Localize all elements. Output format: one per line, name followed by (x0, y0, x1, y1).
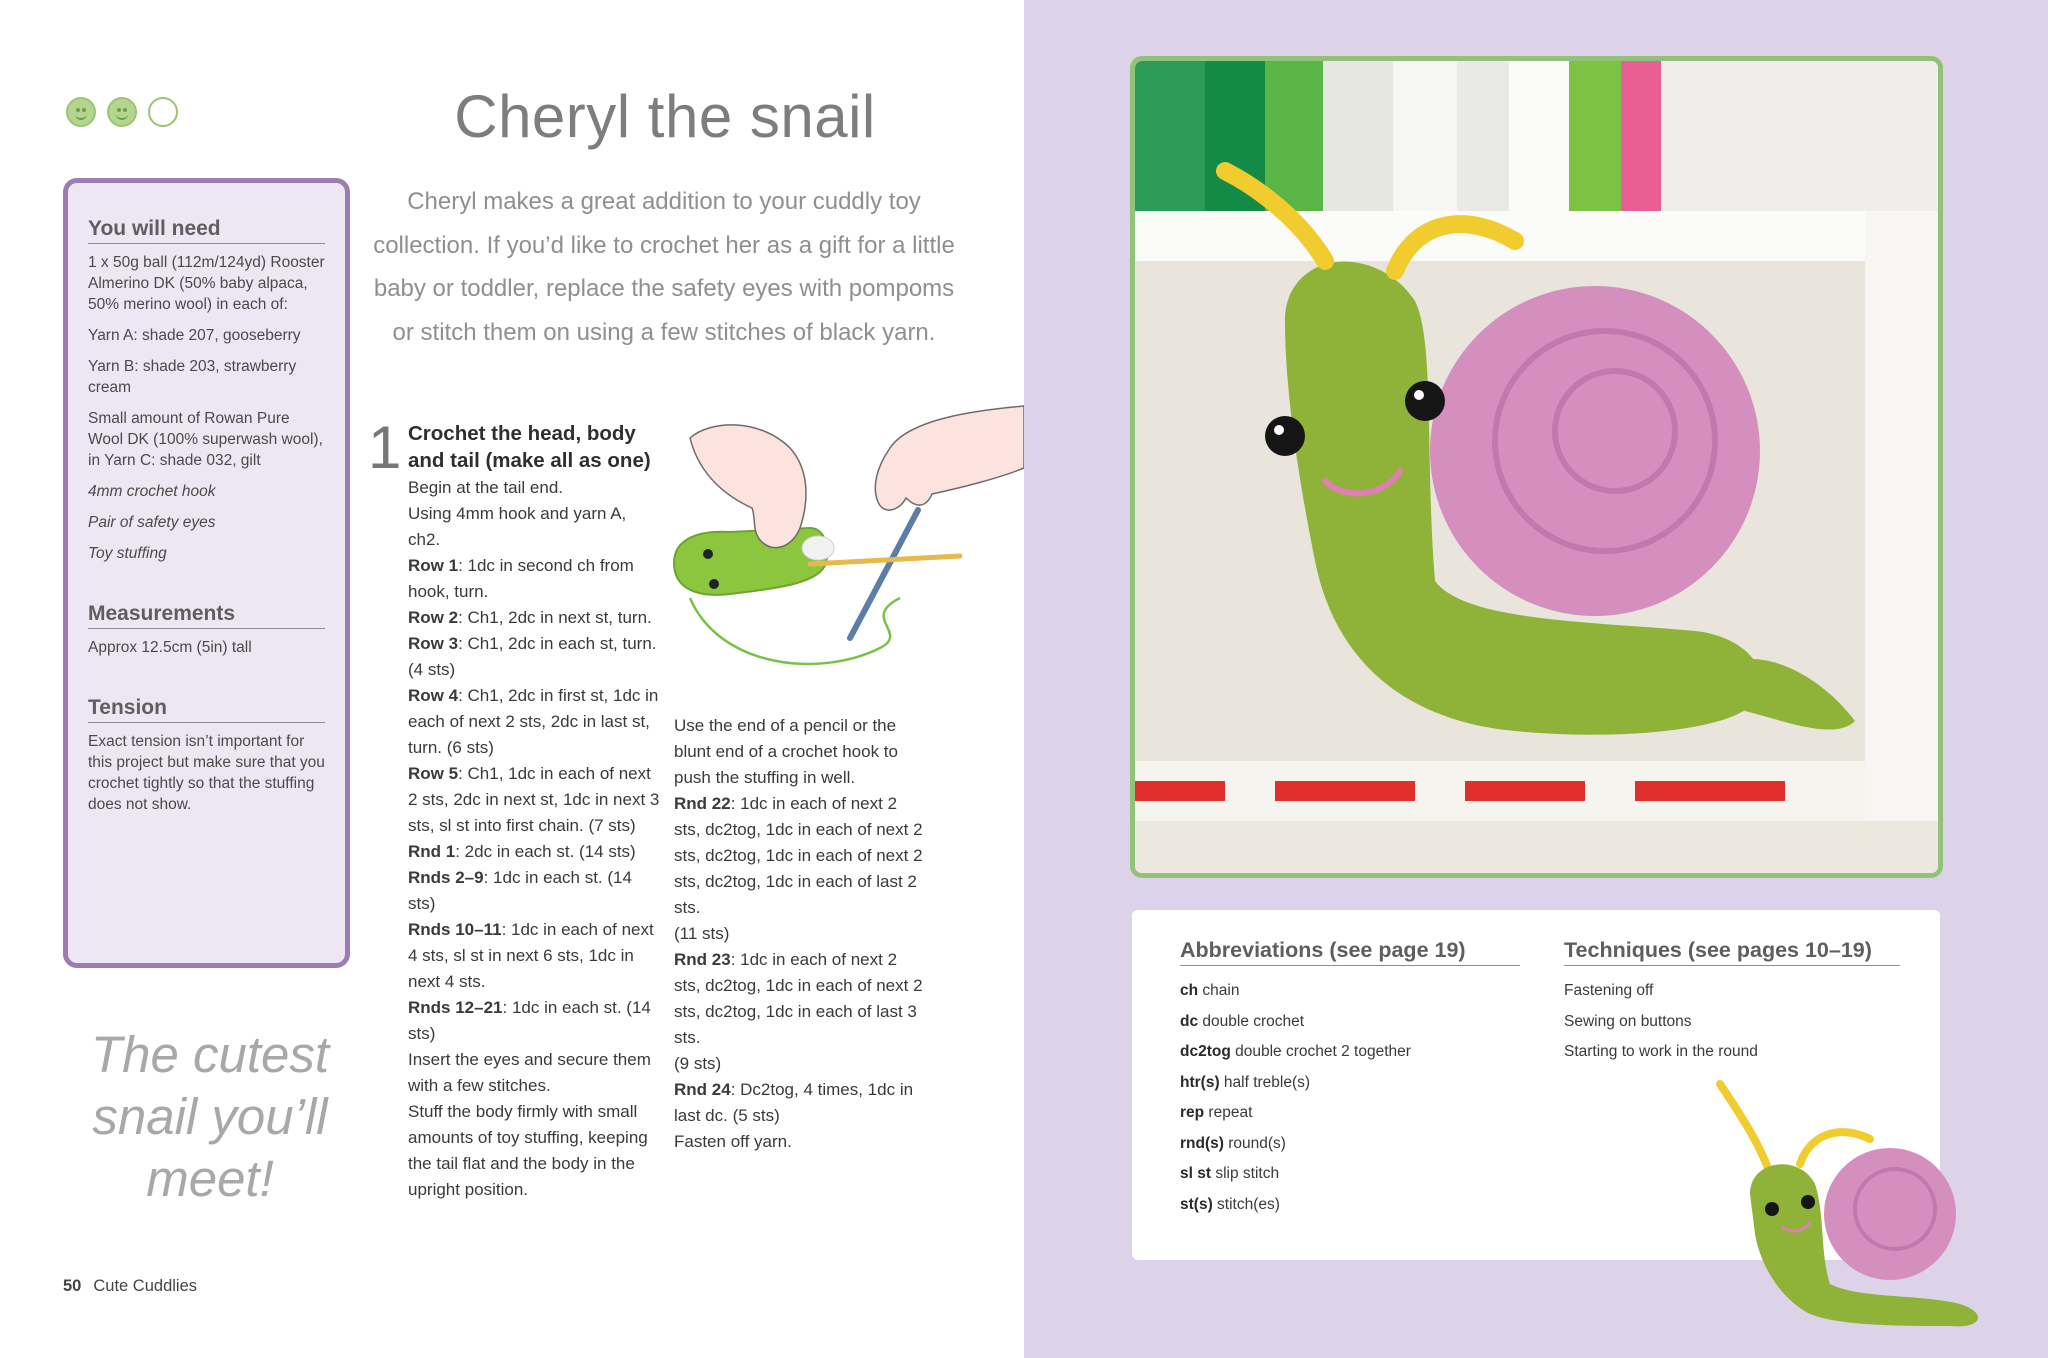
instruction-label: Row 2 (408, 608, 459, 627)
snail-eye (1265, 416, 1305, 456)
snail-photo (1130, 56, 1943, 878)
material-item: Small amount of Rowan Pure Wool DK (100% superwash wool), in Yarn C: shade 032, gilt (88, 410, 323, 469)
instruction-text: (11 sts) (674, 924, 730, 943)
mini-snail-image (1700, 1064, 2010, 1334)
smiley-empty-icon (148, 97, 178, 127)
step-heading: Crochet the head, body and tail (make all as one) (408, 422, 651, 472)
instruction-line (674, 1051, 926, 1077)
instructions-column-1 (408, 475, 660, 1203)
technique-item: Sewing on buttons (1564, 1012, 1692, 1030)
safety-eye-icon (709, 579, 719, 589)
abbreviation-item (1180, 976, 1520, 1007)
instruction-line (674, 947, 926, 1051)
abbreviation-item (1180, 1007, 1520, 1038)
instruction-line (408, 631, 660, 683)
instruction-text: round(s) (1223, 1134, 1286, 1152)
instruction-label: st(s) (1180, 1195, 1213, 1213)
abbreviations-heading: Abbreviations (see page 19) (1180, 938, 1520, 966)
instruction-label: Rnd 23 (674, 950, 731, 969)
instruction-text: slip stitch (1211, 1165, 1280, 1182)
abbreviation-item (1180, 1129, 1520, 1160)
crochet-body-piece (674, 528, 827, 595)
instruction-text: : Ch1, 1dc in each of next 2 sts, 2dc in next st, 1dc in next 3 sts, sl st into first chain. (7 sts) (408, 764, 660, 835)
instruction-label: dc2tog (1180, 1043, 1231, 1060)
instruction-text: : Ch1, 2dc in next st, turn. (458, 608, 652, 627)
section-name: Cute Cuddlies (93, 1277, 197, 1295)
instruction-text: : 1dc in each of next 4 sts, sl st in next 6 sts, 1dc in next 4 sts. (408, 920, 654, 991)
instruction-text: chain (1198, 982, 1240, 999)
instruction-line (408, 501, 660, 553)
step-number: 1 (368, 414, 402, 481)
instruction-label: Row 5 (408, 764, 459, 783)
instruction-text: Using 4mm hook and yarn A, ch2. (408, 504, 627, 549)
intro-paragraph: Cheryl makes a great addition to your cuddly toy collection. If you’d like to crochet her as a gift for a little baby or toddler, replace the safety eyes with pompoms or stitch them on using a few stitches of black yarn. (373, 188, 955, 346)
safety-eye-icon (703, 549, 713, 559)
instruction-line (408, 683, 660, 761)
instruction-text: repeat (1204, 1104, 1253, 1121)
instruction-line (674, 791, 926, 921)
instruction-label: Rnds 10–11 (408, 920, 502, 939)
instruction-label: Row 3 (408, 634, 459, 653)
material-item: 4mm crochet hook (88, 483, 216, 500)
instruction-text: Insert the eyes and secure them with a few stitches. (408, 1050, 651, 1095)
abbreviation-item (1180, 1190, 1520, 1221)
instruction-text: : 1dc in each st. (14 sts) (408, 868, 632, 913)
tagline: The cutest snail you’ll meet! (90, 1026, 330, 1207)
instruction-line (674, 1129, 926, 1155)
instructions-column-2 (674, 713, 926, 1155)
instruction-label: rnd(s) (1180, 1134, 1224, 1152)
instruction-line (408, 1099, 660, 1203)
instruction-line (674, 713, 926, 791)
technique-item: Fastening off (1564, 982, 1654, 999)
instruction-line (408, 917, 660, 995)
instruction-label: htr(s) (1180, 1073, 1220, 1091)
instruction-text: : 1dc in second ch from hook, turn. (408, 556, 634, 601)
techniques-column (1564, 938, 1900, 1068)
instruction-line (408, 995, 660, 1047)
page-footer (63, 1277, 197, 1296)
material-item: 1 x 50g ball (112m/124yd) Rooster Almerino DK (50% baby alpaca, 50% merino wool) in each of: (88, 254, 325, 313)
abbreviations-column (1180, 938, 1520, 1220)
instruction-line (408, 865, 660, 917)
stuffing-icon (802, 536, 834, 560)
hands-stuffing-illustration (660, 398, 1024, 678)
smiley-filled-icon (107, 97, 137, 127)
instruction-label: rep (1180, 1104, 1205, 1121)
materials-box (63, 178, 350, 968)
instruction-text: : Ch1, 2dc in first st, 1dc in each of next 2 sts, 2dc in last st, turn. (6 sts) (408, 686, 659, 757)
instruction-text: stitch(es) (1212, 1195, 1280, 1213)
instruction-text: Begin at the tail end. (408, 478, 564, 497)
abbreviation-item (1180, 1037, 1520, 1068)
instruction-line (408, 761, 660, 839)
instruction-label: Rnds 12–21 (408, 998, 503, 1017)
instruction-text: Use the end of a pencil or the blunt end of a crochet hook to push the stuffing in well. (674, 716, 898, 787)
instruction-text: Stuff the body firmly with small amounts of toy stuffing, keeping the tail flat and the body in the upright position. (408, 1102, 648, 1199)
abbreviation-item (1180, 1068, 1520, 1099)
instruction-line (408, 553, 660, 605)
instruction-text: : 2dc in each st. (14 sts) (455, 842, 636, 861)
material-item: Yarn B: shade 203, strawberry cream (88, 358, 297, 396)
you-will-need-heading: You will need (88, 217, 325, 244)
technique-item: Starting to work in the round (1564, 1043, 1758, 1060)
instruction-line (408, 475, 660, 501)
snail-eye (1405, 381, 1445, 421)
instruction-text: Fasten off yarn. (674, 1132, 792, 1151)
difficulty-rating (66, 97, 178, 127)
instruction-label: sl st (1180, 1165, 1212, 1182)
page-title: Cheryl the snail (454, 83, 876, 150)
instruction-text: double crochet (1198, 1012, 1305, 1030)
abbreviation-item (1180, 1159, 1520, 1190)
instruction-label: Rnd 22 (674, 794, 731, 813)
instruction-text: : Dc2tog, 4 times, 1dc in last dc. (5 sts) (674, 1080, 914, 1125)
measurements-heading: Measurements (88, 602, 325, 629)
instruction-label: dc (1180, 1012, 1199, 1030)
instruction-label: Row 1 (408, 556, 459, 575)
instruction-label: Rnds 2–9 (408, 868, 484, 887)
instruction-text: : 1dc in each st. (14 sts) (408, 998, 651, 1043)
instruction-line (674, 921, 926, 947)
tension-text: Exact tension isn’t important for this project but make sure that you crochet tightly so that the stuffing does not show. (88, 733, 325, 813)
instruction-text: : 1dc in each of next 2 sts, dc2tog, 1dc in each of next 2 sts, dc2tog, 1dc in each of last 3 sts. (674, 950, 923, 1047)
abbreviations-list (1180, 976, 1520, 1220)
abbreviation-item (1180, 1098, 1520, 1129)
instruction-line (408, 1047, 660, 1099)
measurements-text: Approx 12.5cm (5in) tall (88, 639, 252, 656)
material-item: Pair of safety eyes (88, 514, 216, 531)
techniques-heading: Techniques (see pages 10–19) (1564, 938, 1900, 966)
instruction-text: half treble(s) (1219, 1073, 1311, 1091)
instruction-label: Rnd 24 (674, 1080, 731, 1099)
instruction-text: double crochet 2 together (1230, 1043, 1411, 1060)
material-item: Yarn A: shade 207, gooseberry (88, 327, 301, 344)
instruction-text: (9 sts) (674, 1054, 722, 1073)
tension-heading: Tension (88, 696, 325, 723)
page-number: 50 (63, 1277, 82, 1295)
instruction-text: : Ch1, 2dc in each st, turn. (4 sts) (408, 634, 657, 679)
instruction-text: : 1dc in each of next 2 sts, dc2tog, 1dc in each of next 2 sts, dc2tog, 1dc in each of next 2 sts, dc2tog, 1dc in each of last 2 sts. (674, 794, 923, 917)
material-item: Toy stuffing (88, 545, 167, 562)
pencil-icon (810, 556, 960, 564)
smiley-filled-icon (66, 97, 96, 127)
techniques-list (1564, 976, 1900, 1068)
instruction-line (408, 605, 660, 631)
instruction-label: ch (1180, 982, 1199, 999)
snail-photo-image (1135, 61, 1938, 873)
instruction-line (408, 839, 660, 865)
instruction-label: Row 4 (408, 686, 459, 705)
instruction-line (674, 1077, 926, 1129)
left-hand-icon (690, 425, 806, 548)
right-hand-icon (875, 406, 1024, 510)
snail-shell (1430, 286, 1760, 616)
instruction-label: Rnd 1 (408, 842, 456, 861)
